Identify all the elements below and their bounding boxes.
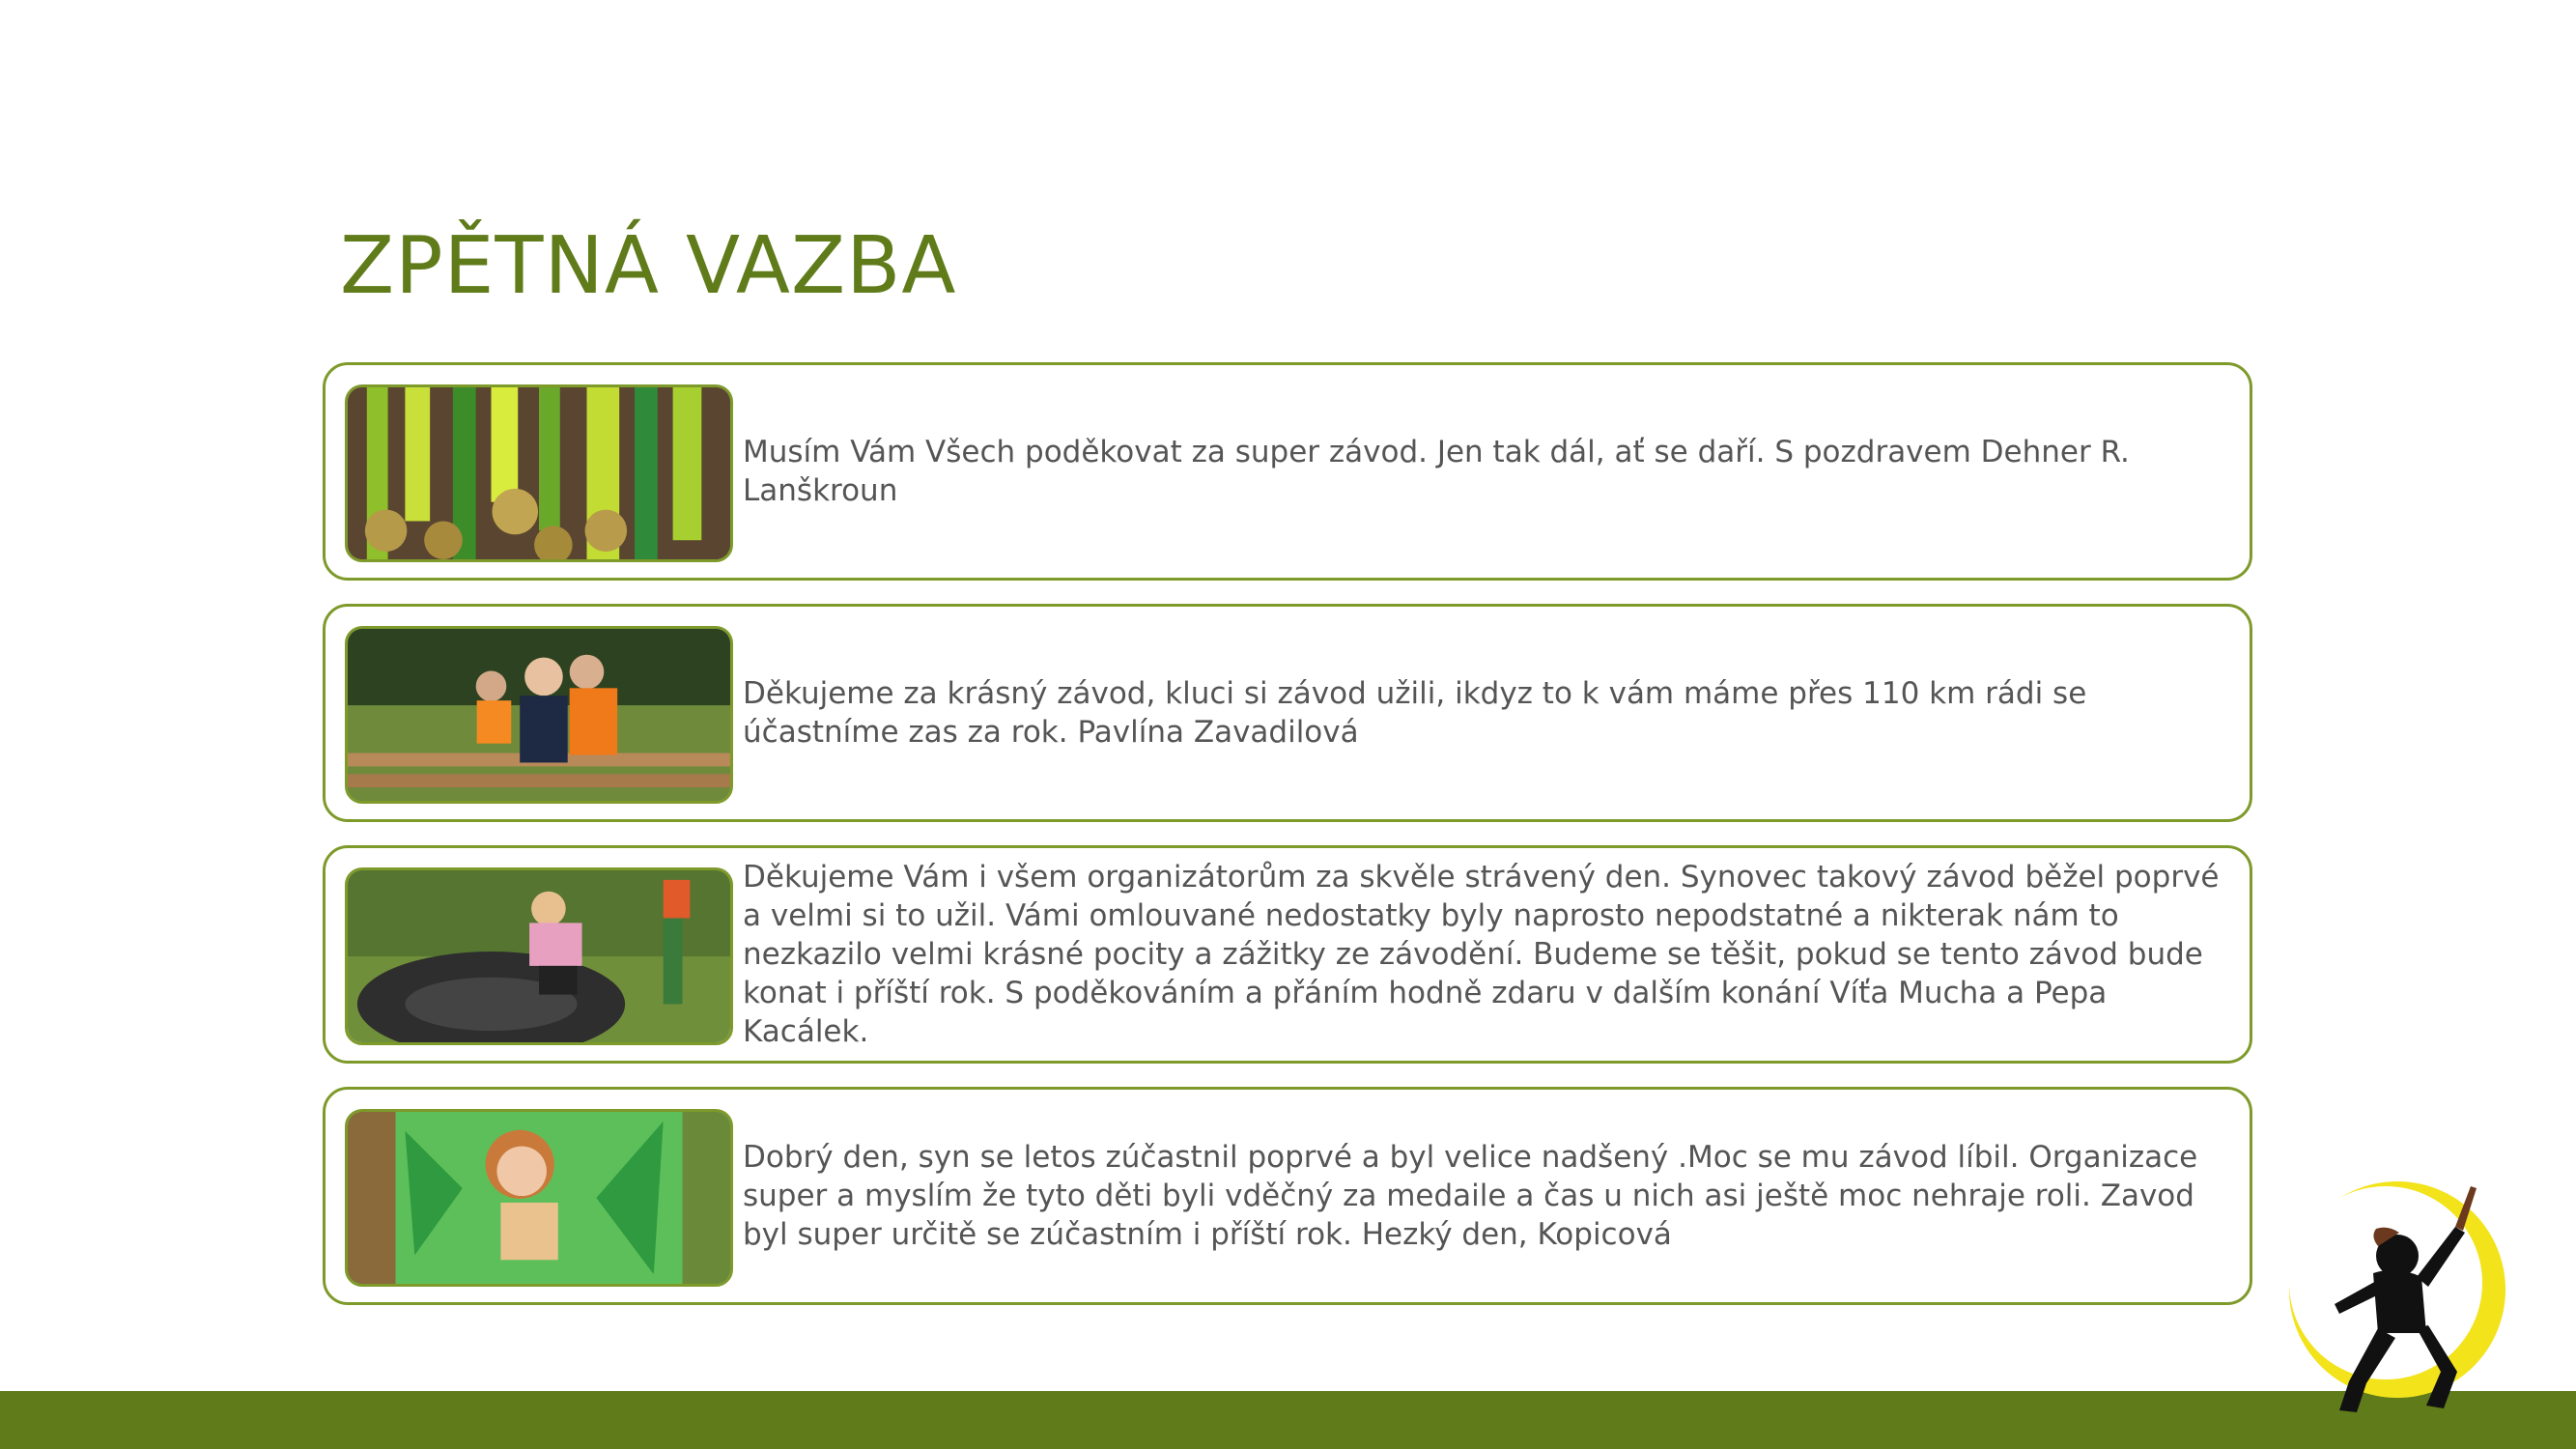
feedback-text: Dobrý den, syn se letos zúčastnil poprvé a byl velice nadšený .Moc se mu závod líbil. Organizace super a myslím že tyto děti byli vděčný za medaile a čas u nich asi ještě moc nehraje roli. Zavod byl super určitě se zúčastním i příští rok. Hezký den, Kopicová xyxy=(743,1140,2198,1252)
caveman-runner-logo-icon xyxy=(2281,1169,2513,1420)
feedback-card-4 xyxy=(323,1087,2252,1305)
face-cutout-board-photo xyxy=(345,1109,733,1287)
tire-flip-photo xyxy=(345,867,733,1045)
feedback-card-2 xyxy=(323,604,2252,822)
feedback-text: Musím Vám Všech poděkovat za super závod. Jen tak dál, ať se daří. S pozdravem Dehner R. Lanškroun xyxy=(743,435,2130,508)
medals-photo xyxy=(345,384,733,562)
footer-bar xyxy=(0,1391,2576,1449)
feedback-card-3 xyxy=(323,845,2252,1064)
page-title: ZPĚTNÁ VAZBA xyxy=(340,220,957,312)
feedback-text: Děkujeme Vám i všem organizátorům za skvěle strávený den. Synovec takový závod běžel poprvé a velmi si to užil. Vámi omlouvané nedostatky byly naprosto nepodstatné a nikterak nám to nezkazilo velmi krásné pocity a zážitky ze závodění. Budeme se těšit, pokud se tento závod bude konat i příští rok. S poděkováním a přáním hodně zdaru v dalším konání Víťa Mucha a Pepa Kacálek. xyxy=(743,860,2220,1049)
feedback-card-1 xyxy=(323,362,2252,581)
feedback-text: Děkujeme za krásný závod, kluci si závod užili, ikdyz to k vám máme přes 110 km rádi se účastníme zas za rok. Pavlína Zavadilová xyxy=(743,676,2087,750)
kids-obstacle-photo xyxy=(345,626,733,804)
